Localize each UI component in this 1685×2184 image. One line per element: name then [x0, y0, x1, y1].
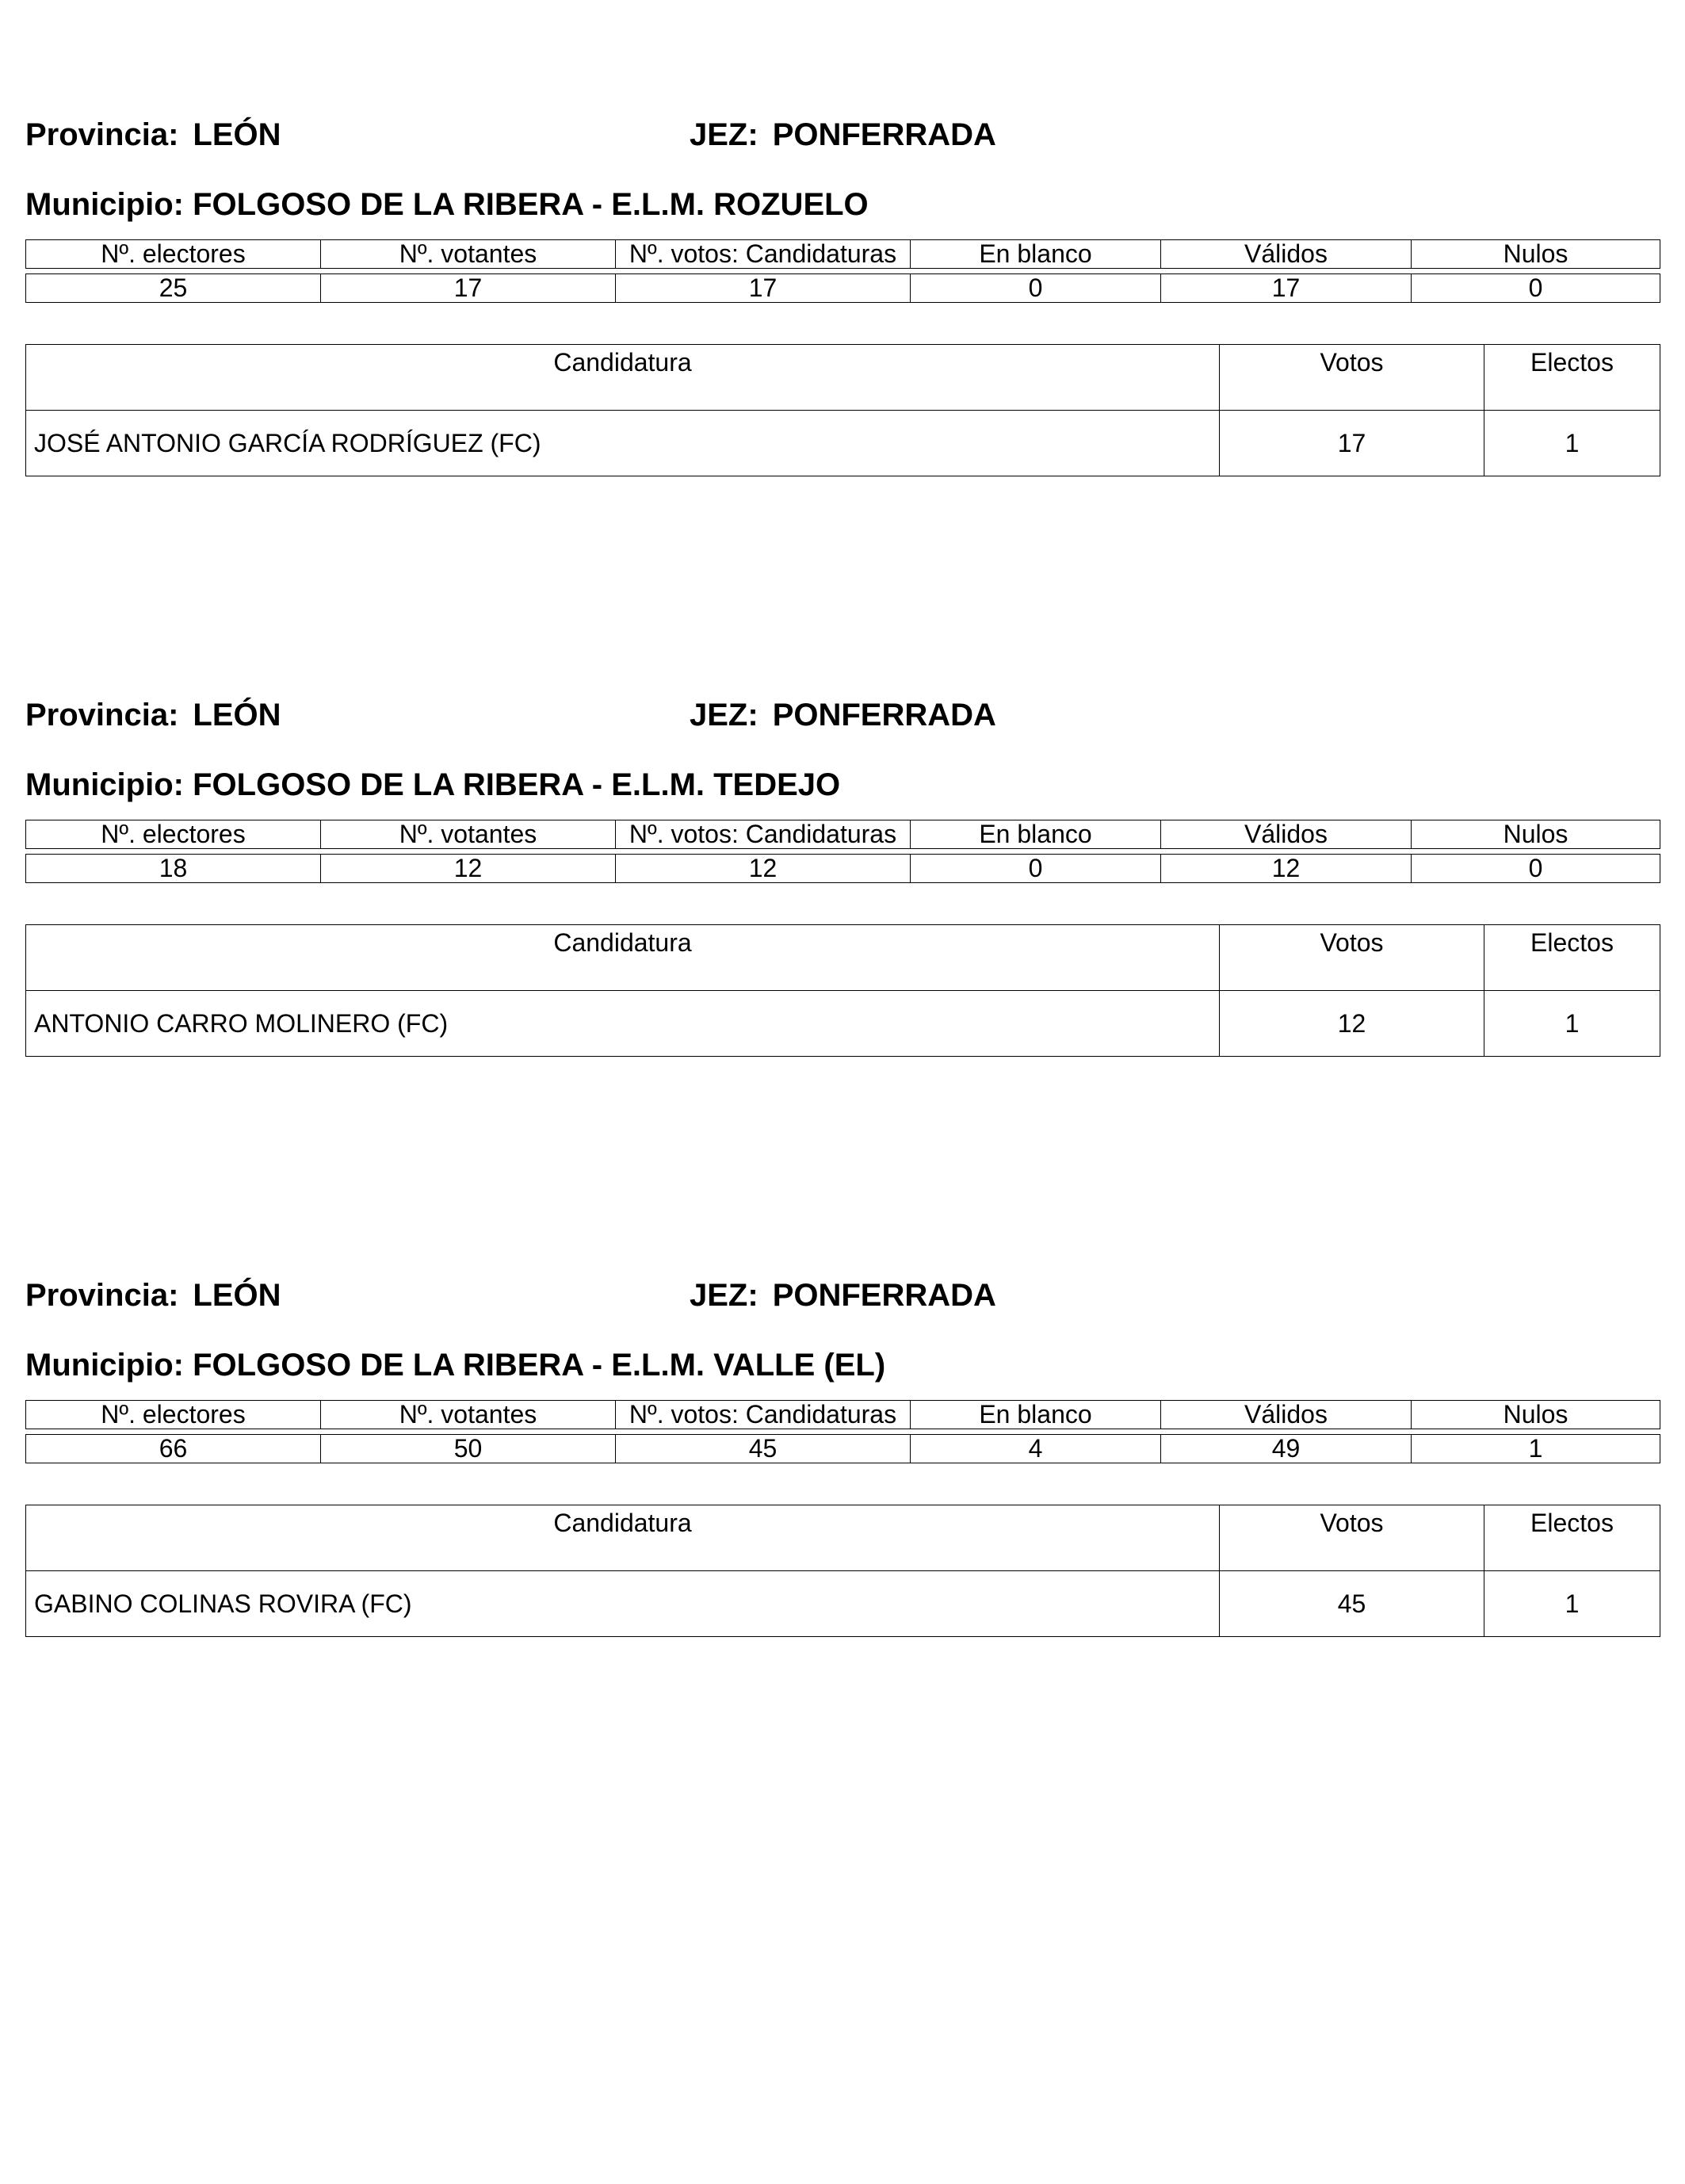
- candidates-header-row: [26, 925, 1660, 991]
- election-section-tedejo: [25, 691, 1660, 1038]
- stats-value: 49: [1161, 1435, 1412, 1463]
- stats-header: Nulos: [1412, 820, 1660, 849]
- stats-header: Nº. votos: Candidaturas: [616, 240, 911, 269]
- jez-value: PONFERRADA: [772, 1278, 996, 1313]
- stats-header-row: [26, 240, 1660, 269]
- header-row: [25, 111, 1660, 159]
- provincia-label: Provincia:: [25, 698, 179, 732]
- votos-header: Votos: [1220, 925, 1484, 991]
- candidates-table: [25, 924, 1660, 1057]
- stats-header: Válidos: [1161, 1401, 1412, 1429]
- jez: [690, 691, 996, 739]
- stats-header: En blanco: [911, 820, 1161, 849]
- votos-header: Votos: [1220, 345, 1484, 411]
- stats-header: Nº. votantes: [321, 240, 616, 269]
- stats-value: 25: [26, 274, 321, 303]
- provincia: [25, 111, 281, 159]
- jez: [690, 111, 996, 159]
- stats-value: 4: [911, 1435, 1161, 1463]
- electos-header: Electos: [1484, 1505, 1660, 1571]
- candidate-votos: 45: [1220, 1571, 1484, 1637]
- municipio-value: FOLGOSO DE LA RIBERA - E.L.M. ROZUELO: [193, 187, 869, 222]
- stats-value: 17: [321, 274, 616, 303]
- municipio-value: FOLGOSO DE LA RIBERA - E.L.M. TEDEJO: [193, 767, 841, 802]
- candidate-name: GABINO COLINAS ROVIRA (FC): [26, 1571, 1220, 1637]
- stats-header: Nº. votos: Candidaturas: [616, 1401, 911, 1429]
- stats-value-row: [26, 1435, 1660, 1463]
- stats-header: Válidos: [1161, 240, 1412, 269]
- candidates-table: [25, 344, 1660, 476]
- electos-header: Electos: [1484, 925, 1660, 991]
- candidate-votos: 17: [1220, 411, 1484, 476]
- stats-header: Nº. electores: [26, 1401, 321, 1429]
- stats-header: En blanco: [911, 1401, 1161, 1429]
- stats-value: 17: [616, 274, 911, 303]
- candidatura-header: Candidatura: [26, 345, 1220, 411]
- stats-value: 12: [616, 855, 911, 883]
- stats-header-row: [26, 1401, 1660, 1429]
- jez-value: PONFERRADA: [772, 117, 996, 152]
- stats-spacer: [26, 1429, 1660, 1435]
- municipio-label: Municipio:: [25, 1348, 184, 1383]
- stats-header: Nº. votos: Candidaturas: [616, 820, 911, 849]
- header-row: [25, 691, 1660, 739]
- municipio: [25, 761, 840, 809]
- stats-value: 50: [321, 1435, 616, 1463]
- candidate-electos: 1: [1484, 1571, 1660, 1637]
- provincia: [25, 691, 281, 739]
- stats-header: En blanco: [911, 240, 1161, 269]
- header-row: [25, 1272, 1660, 1319]
- jez: [690, 1272, 996, 1319]
- candidate-electos: 1: [1484, 411, 1660, 476]
- stats-value: 0: [911, 855, 1161, 883]
- stats-value: 0: [911, 274, 1161, 303]
- electos-header: Electos: [1484, 345, 1660, 411]
- candidate-electos: 1: [1484, 991, 1660, 1057]
- stats-value-row: [26, 274, 1660, 303]
- stats-table: [25, 1400, 1660, 1463]
- candidate-name: ANTONIO CARRO MOLINERO (FC): [26, 991, 1220, 1057]
- candidates-table: [25, 1505, 1660, 1637]
- candidatura-header: Candidatura: [26, 925, 1220, 991]
- stats-value: 12: [1161, 855, 1412, 883]
- stats-header-row: [26, 820, 1660, 849]
- stats-value: 66: [26, 1435, 321, 1463]
- stats-value: 0: [1412, 855, 1660, 883]
- stats-value: 12: [321, 855, 616, 883]
- provincia-value: LEÓN: [193, 698, 281, 732]
- stats-table: [25, 820, 1660, 883]
- provincia-value: LEÓN: [193, 117, 281, 152]
- stats-value: 17: [1161, 274, 1412, 303]
- jez-label: JEZ:: [690, 698, 758, 732]
- stats-header: Nº. electores: [26, 820, 321, 849]
- provincia-label: Provincia:: [25, 1278, 179, 1313]
- candidates-header-row: [26, 345, 1660, 411]
- stats-value: 1: [1412, 1435, 1660, 1463]
- stats-header: Válidos: [1161, 820, 1412, 849]
- stats-value: 0: [1412, 274, 1660, 303]
- stats-value: 18: [26, 855, 321, 883]
- stats-spacer: [26, 269, 1660, 274]
- candidates-header-row: [26, 1505, 1660, 1571]
- municipio: [25, 1341, 885, 1389]
- stats-header: Nº. electores: [26, 240, 321, 269]
- candidatura-header: Candidatura: [26, 1505, 1220, 1571]
- municipio-label: Municipio:: [25, 767, 184, 802]
- jez-value: PONFERRADA: [772, 698, 996, 732]
- candidate-row: [26, 1571, 1660, 1637]
- municipio-label: Municipio:: [25, 187, 184, 222]
- votos-header: Votos: [1220, 1505, 1484, 1571]
- jez-label: JEZ:: [690, 117, 758, 152]
- municipio-value: FOLGOSO DE LA RIBERA - E.L.M. VALLE (EL): [193, 1348, 886, 1383]
- jez-label: JEZ:: [690, 1278, 758, 1313]
- candidate-row: [26, 411, 1660, 476]
- candidate-votos: 12: [1220, 991, 1484, 1057]
- stats-table: [25, 239, 1660, 303]
- provincia-label: Provincia:: [25, 117, 179, 152]
- election-section-valle: [25, 1272, 1660, 1618]
- stats-value-row: [26, 855, 1660, 883]
- stats-header: Nº. votantes: [321, 1401, 616, 1429]
- stats-value: 45: [616, 1435, 911, 1463]
- stats-header: Nº. votantes: [321, 820, 616, 849]
- provincia-value: LEÓN: [193, 1278, 281, 1313]
- candidate-row: [26, 991, 1660, 1057]
- election-section-rozuelo: [25, 111, 1660, 457]
- candidate-name: JOSÉ ANTONIO GARCÍA RODRÍGUEZ (FC): [26, 411, 1220, 476]
- municipio: [25, 181, 869, 228]
- stats-header: Nulos: [1412, 1401, 1660, 1429]
- provincia: [25, 1272, 281, 1319]
- stats-spacer: [26, 849, 1660, 855]
- stats-header: Nulos: [1412, 240, 1660, 269]
